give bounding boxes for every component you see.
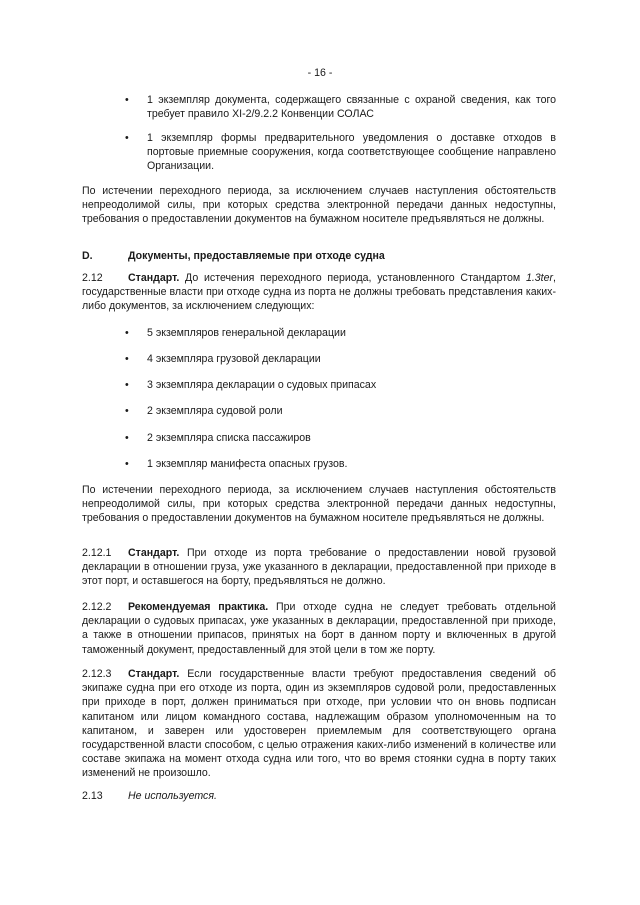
list-item — [125, 326, 556, 340]
clause-text: Не используется. — [128, 790, 217, 802]
page-number: - 16 - — [307, 67, 333, 79]
bullet-icon: • — [125, 379, 129, 391]
list-item-text: 2 экземпляра списка пассажиров — [147, 432, 311, 444]
clause-text: Если государственные власти требуют предоставления сведений об экипаже судна при его отходе из порта, один из экземпляров судовой роли, предоставленных при приходе в порт, должен приниматься при отходе, при условии что он вновь подписан капитаном или лицом командного состава, надлежащим образом уполномоченным на то капитаном, и заверен или удостоверен приемлемым для соответствующего органа государственной власти способом, с целью отражения каких-либо изменений в количестве или составе экипажа на момент отхода судна или того, что во время стоянки судна в порту таких изменений не произошло. — [82, 668, 556, 780]
list-item — [125, 404, 556, 418]
clause-label: Стандарт. — [128, 547, 180, 559]
bullet-icon: • — [125, 405, 129, 417]
list-item-text: 4 экземпляра грузовой декларации — [147, 353, 321, 365]
bullet-icon: • — [125, 432, 129, 444]
clause-number: 2.13 — [82, 790, 103, 802]
list-item-text: 5 экземпляров генеральной декларации — [147, 327, 346, 339]
bullet-icon: • — [125, 327, 129, 339]
clause-text: До истечения переходного периода, установленного Стандартом — [185, 272, 526, 284]
clause-text: При отходе судна не следует требовать отдельной декларации о судовых припасах, уже указанных в декларации, предоставленной при приходе, а также в отношении припасов, принятых на борт в данном порту и включенных в другой таможенный документ, предоставленный для этой цели в том же порту. — [82, 601, 556, 656]
section-heading — [82, 249, 556, 263]
list-item — [125, 431, 556, 445]
clause-label: Стандарт. — [128, 668, 180, 680]
clause-label: Рекомендуемая практика. — [128, 601, 269, 613]
list-item-text: 1 экземпляр документа, содержащего связанные с охраной сведения, как того требует правило XI-2/9.2.2 Конвенции СОЛАС — [147, 94, 556, 121]
clause-number: 2.12 — [82, 272, 103, 284]
clause-number: 2.12.3 — [82, 668, 112, 680]
section-title: Документы, предоставляемые при отходе судна — [128, 250, 385, 262]
clause-2-12-3 — [82, 667, 556, 781]
list-item — [125, 93, 556, 121]
list-item — [125, 457, 556, 471]
paragraph: По истечении переходного периода, за исключением случаев наступления обстоятельств непреодолимой силы, при которых средства электронной передачи данных недоступны, требования о предоставлении документов на бумажном носителе предъявляться не должны. — [82, 185, 556, 226]
list-item-text: 3 экземпляра декларации о судовых припасах — [147, 379, 377, 391]
clause-2-12-2 — [82, 600, 556, 657]
list-item — [125, 131, 556, 174]
clause-ref: 1.3ter — [525, 272, 554, 284]
clause-number: 2.12.1 — [82, 547, 112, 559]
clause-text: При отходе из порта требование о предоставлении новой грузовой декларации в отношении груза, уже указанного в декларации, предоставленной при приходе в этот порт, и оставшегося на борту, предъявляться не должно. — [82, 547, 556, 588]
bullet-icon: • — [125, 458, 129, 470]
clause-2-12-1 — [82, 546, 556, 589]
section-letter: D. — [82, 250, 93, 262]
bullet-icon: • — [125, 132, 129, 144]
clause-number: 2.12.2 — [82, 601, 112, 613]
clause-text: , государственные власти при отходе судна из порта не должны требовать представления каких-либо документов, за исключением следующих: — [82, 272, 556, 313]
clause-2-12 — [82, 271, 556, 314]
list-item — [125, 352, 556, 366]
clause-2-13 — [82, 789, 556, 803]
list-item-text: 1 экземпляр формы предварительного уведомления о доставке отходов в портовые приемные сооружения, когда соответствующее сообщение направлено Организации. — [147, 132, 556, 173]
list-item-text: 2 экземпляра судовой роли — [147, 405, 283, 417]
list-item — [125, 378, 556, 392]
paragraph: По истечении переходного периода, за исключением случаев наступления обстоятельств непреодолимой силы, при которых средства электронной передачи данных недоступны, требования о предоставлении документов на бумажном носителе предъявляться не должны. — [82, 484, 556, 525]
bullet-icon: • — [125, 353, 129, 365]
list-item-text: 1 экземпляр манифеста опасных грузов. — [147, 458, 348, 470]
clause-label: Стандарт. — [128, 272, 180, 284]
bullet-icon: • — [125, 94, 129, 106]
